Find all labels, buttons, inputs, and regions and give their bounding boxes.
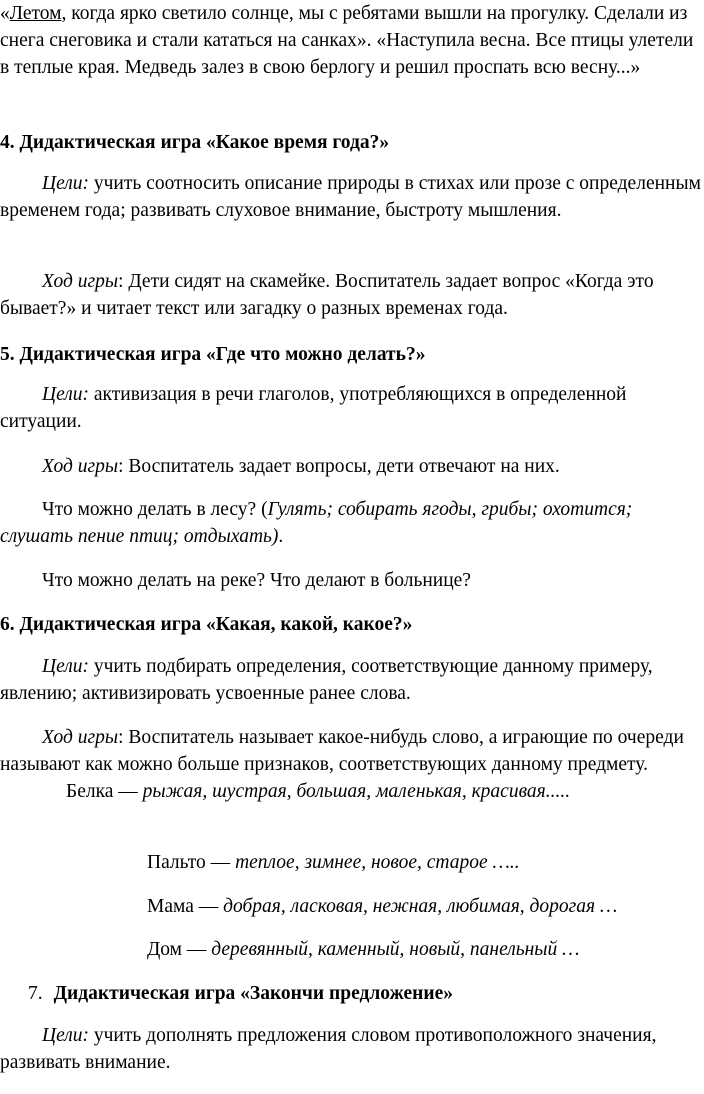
heading-game-6: 6. Дидактическая игра «Какая, какой, какое?»	[0, 614, 413, 635]
goal-label: Цели:	[42, 1025, 89, 1046]
heading-game-4: 4. Дидактическая игра «Какое время года?»	[0, 132, 390, 153]
example-word: Пальто —	[147, 852, 236, 873]
goal-game-6	[0, 653, 704, 707]
question-forest	[0, 496, 704, 550]
move-label: Ход игры	[42, 271, 119, 292]
example-house	[147, 936, 704, 963]
goal-game-5	[0, 381, 704, 435]
goal-text: учить дополнять предложения словом противоположного значения, развивать внимание.	[0, 1025, 657, 1073]
move-text: : Воспитатель называет какое-нибудь слово, а играющие по очереди называют как можно больше признаков, соответствующих данному предмету.	[0, 727, 684, 775]
example-answer: добрая, ласковая, нежная, любимая, дорогая …	[223, 896, 618, 917]
quote-mark: «	[0, 3, 10, 24]
goal-game-7	[0, 1022, 704, 1076]
heading-game-7	[28, 980, 704, 1007]
example-word: Белка —	[66, 781, 143, 802]
goal-game-4	[0, 170, 704, 224]
intro-paragraph	[0, 0, 704, 81]
goal-text: активизация в речи глаголов, употребляющихся в определенной ситуации.	[0, 384, 627, 432]
heading-text: Дидактическая игра «Закончи предложение»	[53, 983, 453, 1004]
example-answer: деревянный, каменный, новый, панельный …	[211, 939, 580, 960]
move-game-6	[0, 724, 704, 805]
goal-text: учить соотносить описание природы в стихах или прозе с определенным временем года; развивать слуховое внимание, быстроту мышления.	[0, 173, 701, 221]
heading-game-5: 5. Дидактическая игра «Где что можно делать?»	[0, 344, 426, 365]
move-label: Ход игры	[42, 456, 119, 477]
answer-text: Гулять; собирать ягоды, грибы; охотится; слушать пение птиц; отдыхать)	[0, 499, 633, 547]
example-answer: рыжая, шустрая, большая, маленькая, красивая.....	[142, 781, 571, 802]
example-answer: теплое, зимнее, новое, старое …..	[235, 852, 520, 873]
goal-label: Цели:	[42, 656, 89, 677]
move-text: : Воспитатель задает вопросы, дети отвечают на них.	[118, 456, 560, 477]
question-text: Что можно делать в лесу? (	[42, 499, 268, 520]
goal-label: Цели:	[42, 173, 89, 194]
move-game-4	[0, 268, 704, 322]
move-game-5	[0, 453, 704, 480]
underlined-word: Летом	[9, 3, 62, 24]
move-text: : Дети сидят на скамейке. Воспитатель задает вопрос «Когда это бывает?» и читает текст или загадку о разных временах года.	[0, 271, 654, 319]
goal-text: учить подбирать определения, соответствующие данному примеру, явлению; активизировать усвоенные ранее слова.	[0, 656, 653, 704]
question-end: .	[278, 526, 284, 547]
example-word: Мама —	[147, 896, 224, 917]
goal-label: Цели:	[42, 384, 89, 405]
example-word: Дом —	[147, 939, 212, 960]
question-river: Что можно делать на реке? Что делают в больнице?	[42, 570, 471, 591]
list-number: 7.	[28, 983, 43, 1004]
example-mom	[147, 893, 704, 920]
intro-text: , когда ярко светило солнце, мы с ребятами вышли на прогулку. Сделали из снега снеговика и стали кататься на санках». «Наступила весна. Все птицы улетели в теплые края. Медведь залез в свою берлогу и решил проспать всю весну...»	[0, 3, 694, 78]
move-label: Ход игры	[42, 727, 119, 748]
example-coat	[147, 849, 704, 876]
